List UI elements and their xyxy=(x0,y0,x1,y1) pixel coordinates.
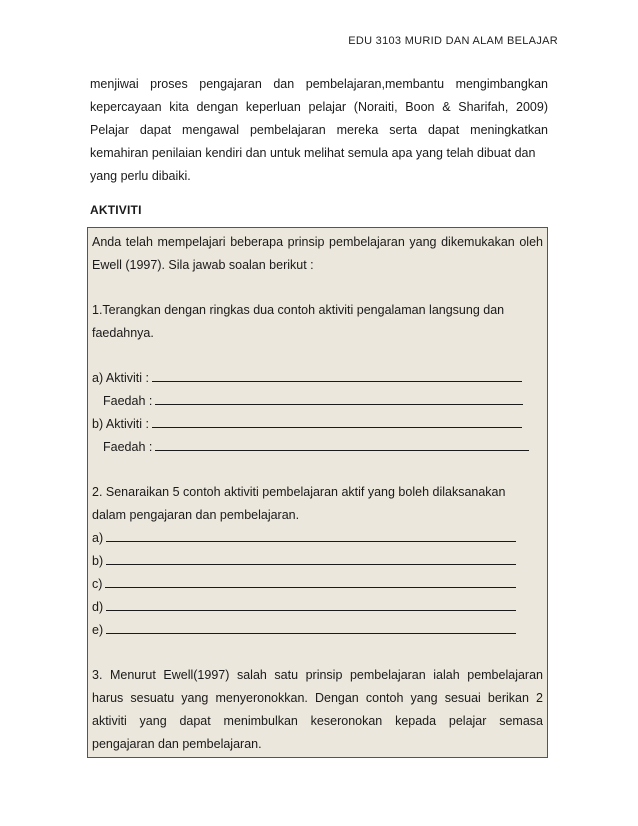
q2-item-answer-line[interactable] xyxy=(106,551,516,565)
q2-item-label: c) xyxy=(92,577,103,591)
q1-a-faedah-label: Faedah : xyxy=(103,394,153,408)
question-2-line: dalam pengajaran dan pembelajaran. xyxy=(92,508,300,522)
page-header: EDU 3103 MURID DAN ALAM BELAJAR xyxy=(348,35,558,47)
activity-intro-line: Anda telah mempelajari beberapa prinsip pembelajaran yang dikemukakan oleh xyxy=(92,235,543,249)
activity-box xyxy=(87,227,548,758)
q2-item-row xyxy=(92,596,543,619)
q2-item-answer-line[interactable] xyxy=(106,620,516,634)
intro-line: menjiwai proses pengajaran dan pembelajaran,membantu mengimbangkan xyxy=(90,77,548,91)
intro-line: yang perlu dibaiki. xyxy=(90,169,191,183)
intro-line: kepercayaan kita dengan keperluan pelajar (Noraiti, Boon & Sharifah, 2009) xyxy=(90,100,548,114)
q2-item-row xyxy=(92,573,543,596)
activity-intro-line: Ewell (1997). Sila jawab soalan berikut : xyxy=(92,258,314,272)
intro-paragraph xyxy=(90,73,548,188)
q1-a-faedah-row xyxy=(92,390,543,413)
q2-item-label: d) xyxy=(92,600,104,614)
q2-item-label: e) xyxy=(92,623,104,637)
q1-a-aktiviti-row xyxy=(92,367,543,390)
q1-a-aktiviti-answer-line[interactable] xyxy=(152,368,522,382)
question-1-line: faedahnya. xyxy=(92,326,154,340)
q2-item-row xyxy=(92,527,543,550)
q2-item-answer-line[interactable] xyxy=(106,528,516,542)
q1-a-faedah-answer-line[interactable] xyxy=(155,391,523,405)
q2-item-label: a) xyxy=(92,531,104,545)
q1-b-aktiviti-answer-line[interactable] xyxy=(152,414,522,428)
question-3-line: pengajaran dan pembelajaran. xyxy=(92,737,262,751)
q2-item-answer-line[interactable] xyxy=(105,574,516,588)
q2-item-row xyxy=(92,619,543,642)
intro-line: kemahiran penilaian kendiri dan untuk melihat semula apa yang telah dibuat dan xyxy=(90,146,536,160)
q2-item-answer-line[interactable] xyxy=(106,597,516,611)
question-3-line: harus sesuatu yang menyeronokkan. Dengan contoh yang sesuai berikan 2 xyxy=(92,691,543,705)
q2-item-label: b) xyxy=(92,554,104,568)
question-2-line: 2. Senaraikan 5 contoh aktiviti pembelajaran aktif yang boleh dilaksanakan xyxy=(92,485,506,499)
activity-heading: AKTIVITI xyxy=(90,203,142,217)
q1-b-faedah-label: Faedah : xyxy=(103,440,153,454)
q1-b-faedah-row xyxy=(92,436,543,459)
q1-a-aktiviti-label: a) Aktiviti : xyxy=(92,371,149,385)
question-1-line: 1.Terangkan dengan ringkas dua contoh aktiviti pengalaman langsung dan xyxy=(92,303,505,317)
question-3-line: 3. Menurut Ewell(1997) salah satu prinsip pembelajaran ialah pembelajaran xyxy=(92,668,543,682)
intro-line: Pelajar dapat mengawal pembelajaran mereka serta dapat meningkatkan xyxy=(90,123,548,137)
q1-b-faedah-answer-line[interactable] xyxy=(155,437,529,451)
q2-item-row xyxy=(92,550,543,573)
q1-b-aktiviti-label: b) Aktiviti : xyxy=(92,417,149,431)
question-3-line: aktiviti yang dapat menimbulkan keseronokan kepada pelajar semasa xyxy=(92,714,543,728)
q1-b-aktiviti-row xyxy=(92,413,543,436)
